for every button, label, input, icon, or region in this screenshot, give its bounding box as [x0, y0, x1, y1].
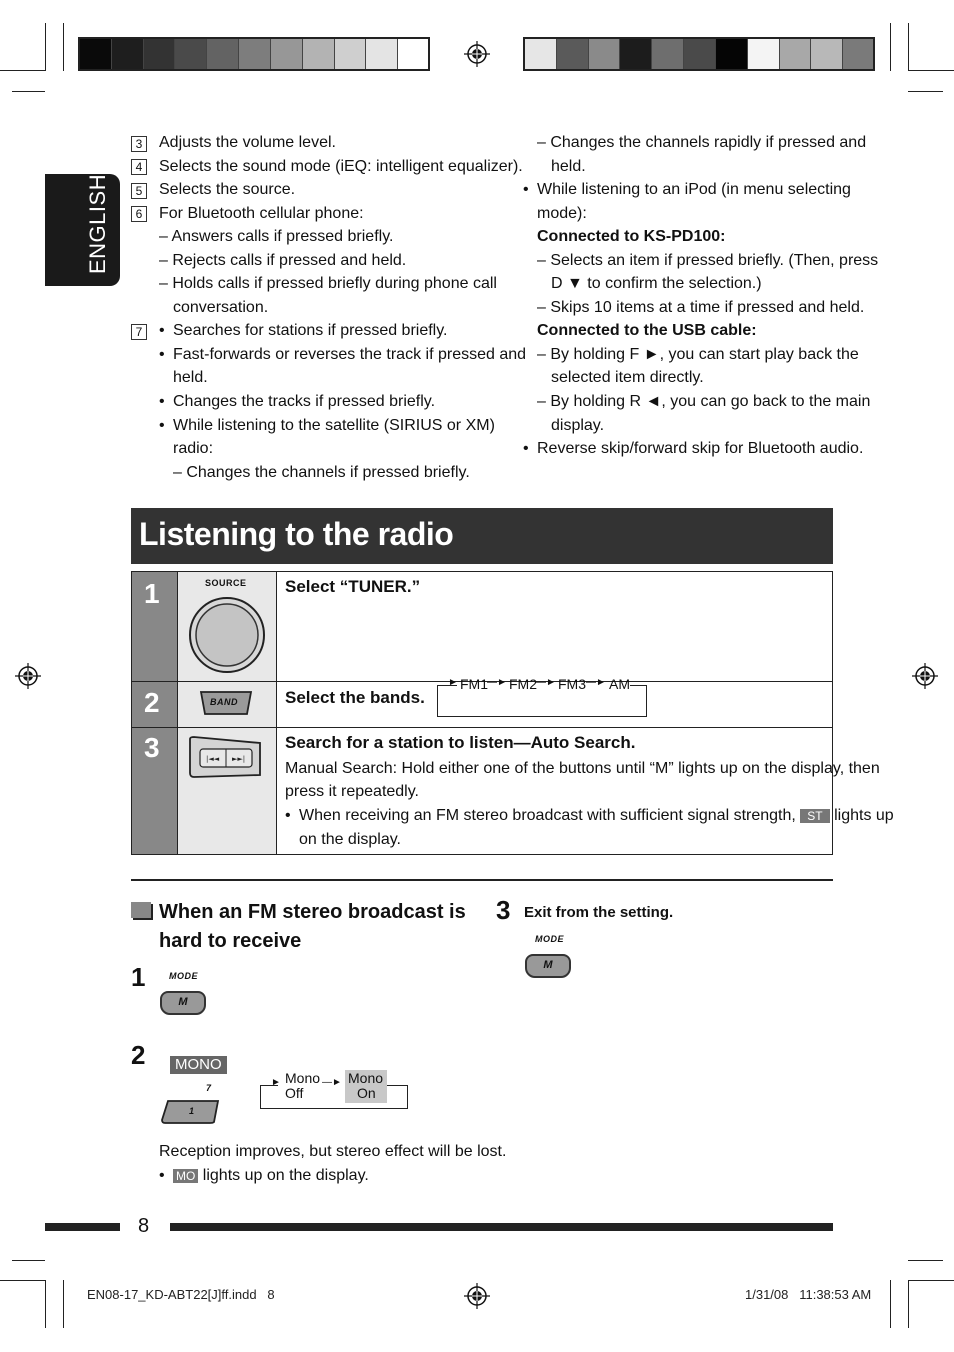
language-tab: [45, 174, 120, 286]
steps-table: [131, 571, 894, 855]
item-text: radio:: [173, 440, 214, 457]
sub-item-text: D ▼ to confirm the selection.): [551, 275, 762, 292]
mono-off-label: Mono: [285, 1070, 321, 1086]
page-rule-right: [170, 1223, 833, 1231]
preset-button-label: 1: [189, 1106, 195, 1116]
flow-line: [387, 1085, 408, 1086]
crop-mark: [908, 1280, 909, 1328]
sub-item-text: – By holding R ◄, you can go back to the main: [537, 393, 871, 410]
item-number-box: 7: [131, 324, 147, 340]
color-calibration-bar: [523, 37, 875, 71]
flow-arrow-icon: ►: [448, 677, 458, 688]
bullet-icon: •: [159, 393, 165, 410]
sub-item-text: – Changes the channels if pressed briefly.: [173, 464, 470, 481]
subheading: Connected to KS-PD100:: [537, 228, 726, 245]
step-title: Select the bands.: [285, 688, 425, 707]
registration-mark-icon: [464, 1283, 490, 1309]
registration-mark-icon: [464, 41, 490, 67]
mode-button[interactable]: [160, 991, 206, 1015]
item-text: Adjusts the volume level.: [159, 134, 336, 151]
sub-item-text: selected item directly.: [551, 369, 704, 386]
item-text: Selects the sound mode (iEQ: intelligent equalizer).: [159, 158, 523, 175]
crop-mark: [890, 23, 891, 71]
bullet-icon: •: [523, 181, 529, 198]
crop-mark: [890, 1280, 891, 1328]
sub-item-text: – By holding F ►, you can start play back the: [537, 346, 859, 363]
page-number: 8: [138, 1215, 150, 1237]
item-number-box: 4: [131, 159, 147, 175]
language-tab-label: ENGLISH: [85, 173, 110, 274]
step-number: 3: [144, 732, 160, 763]
item-text: Searches for stations if pressed briefly.: [173, 322, 448, 339]
crop-mark: [45, 23, 46, 71]
svg-text:►►|: ►►|: [232, 755, 246, 763]
sub-item-text: – Holds calls if pressed briefly during phone call: [159, 275, 497, 292]
subsection-title: When an FM stereo broadcast is: [159, 901, 466, 923]
section-heading-bar: [131, 508, 833, 564]
mode-button-label: M: [543, 959, 553, 971]
step-number: 3: [496, 895, 511, 925]
step-number: 1: [131, 962, 146, 992]
item-text: mode):: [537, 205, 587, 222]
sub-item-text: – Skips 10 items at a time if pressed and held.: [537, 299, 865, 316]
band-option: FM1: [460, 676, 488, 692]
mono-indicator: MONO: [170, 1056, 227, 1074]
crop-mark: [63, 23, 64, 71]
section-heading: Listening to the radio: [139, 516, 454, 552]
footer-timestamp: 1/31/08 11:38:53 AM: [745, 1287, 872, 1302]
item-text: For Bluetooth cellular phone:: [159, 205, 364, 222]
crop-mark: [45, 1280, 46, 1328]
band-option: AM: [609, 676, 630, 692]
flow-line: [630, 685, 647, 686]
result-text: Reception improves, but stereo effect will be lost.: [159, 1143, 507, 1160]
sub-item-text: – Selects an item if pressed briefly. (Then, press: [537, 252, 879, 269]
button-label: 7: [206, 1083, 212, 1093]
mono-on-label: On: [357, 1085, 376, 1101]
step-title: Search for a station to listen—Auto Search.: [285, 733, 636, 752]
step-text: Manual Search: Hold either one of the buttons until “M” lights up on the display, then: [285, 760, 880, 777]
step-title: Exit from the setting.: [524, 904, 674, 921]
crop-mark: [12, 1260, 45, 1261]
button-label: MODE: [169, 971, 198, 981]
item-number-box: 3: [131, 136, 147, 152]
item-text: While listening to the satellite (SIRIUS or XM): [173, 417, 495, 434]
seek-buttons-icon: [188, 735, 264, 779]
sub-item-text: display.: [551, 417, 605, 434]
step-text: on the display.: [299, 831, 401, 848]
bullet-icon: •: [159, 346, 165, 363]
step-title: Select “TUNER.”: [285, 577, 421, 596]
step-number: 2: [144, 687, 160, 718]
mode-button[interactable]: [525, 954, 571, 978]
band-option: FM3: [558, 676, 586, 692]
band-option: FM2: [509, 676, 537, 692]
mode-button-label: M: [178, 996, 188, 1008]
crop-mark: [908, 23, 909, 71]
sub-item-text: – Changes the channels rapidly if pressed and: [537, 134, 867, 151]
step-bullet-text: When receiving an FM stereo broadcast with sufficient signal strength,: [299, 807, 796, 824]
band-button-label: BAND: [210, 697, 238, 707]
flow-arrow-icon: —►: [586, 677, 606, 688]
mo-bullet: [173, 1164, 369, 1188]
st-indicator: ST: [800, 809, 829, 823]
bullet-icon: •: [285, 807, 291, 824]
section-divider: [131, 879, 833, 881]
step-number: 2: [131, 1040, 146, 1070]
crop-mark: [0, 70, 45, 71]
crop-mark: [908, 70, 954, 71]
grayscale-calibration-bar: [78, 37, 430, 71]
button-label: MODE: [535, 934, 564, 944]
step-bullet: [299, 804, 894, 828]
page-rule-left: [45, 1223, 120, 1231]
mo-bullet-text: lights up on the display.: [202, 1167, 369, 1184]
registration-mark-icon: [912, 663, 938, 689]
item-text: While listening to an iPod (in menu selecting: [537, 181, 851, 198]
flow-arrow-icon: —►: [536, 677, 556, 688]
section-marker-icon: [131, 902, 151, 918]
item-number-box: 5: [131, 183, 147, 199]
mono-off-label: Off: [285, 1085, 304, 1101]
crop-mark: [908, 91, 943, 92]
crop-mark: [12, 91, 45, 92]
flow-arrow-icon: —►: [322, 1077, 342, 1088]
step-text: press it repeatedly.: [285, 783, 419, 800]
svg-text:|◄◄: |◄◄: [206, 755, 220, 763]
mo-indicator: MO: [173, 1169, 198, 1183]
flow-arrow-icon: —►: [487, 677, 507, 688]
sub-item-text: – Answers calls if pressed briefly.: [159, 228, 394, 245]
sub-item-text: conversation.: [173, 299, 269, 316]
mono-on-label: Mono: [348, 1070, 384, 1086]
crop-mark: [63, 1280, 64, 1328]
button-label: SOURCE: [205, 578, 247, 588]
crop-mark: [908, 1260, 943, 1261]
registration-mark-icon: [15, 663, 41, 689]
crop-mark: [0, 1280, 45, 1281]
bullet-icon: •: [159, 417, 165, 434]
step-bullet-text: lights up: [834, 807, 894, 824]
sub-item-text: – Rejects calls if pressed and held.: [159, 252, 407, 269]
sub-item-text: held.: [551, 158, 586, 175]
subheading: Connected to the USB cable:: [537, 322, 757, 339]
bullet-icon: •: [523, 440, 529, 457]
item-text: Selects the source.: [159, 181, 296, 198]
flow-arrow-icon: ►: [271, 1077, 281, 1088]
step-number: 1: [144, 578, 160, 609]
item-text: Reverse skip/forward skip for Bluetooth audio.: [537, 440, 864, 457]
footer-filename: EN08-17_KD-ABT22[J]ff.indd 8: [87, 1287, 275, 1302]
row-divider: [132, 727, 832, 728]
source-knob-icon: [188, 596, 266, 674]
item-number-box: 6: [131, 206, 147, 222]
subsection-title: hard to receive: [159, 930, 302, 952]
bullet-icon: •: [159, 322, 165, 339]
item-text: held.: [173, 369, 208, 386]
item-text: Fast-forwards or reverses the track if pressed and: [173, 346, 527, 363]
crop-mark: [908, 1280, 954, 1281]
item-text: Changes the tracks if pressed briefly.: [173, 393, 436, 410]
bullet-icon: •: [159, 1167, 165, 1184]
